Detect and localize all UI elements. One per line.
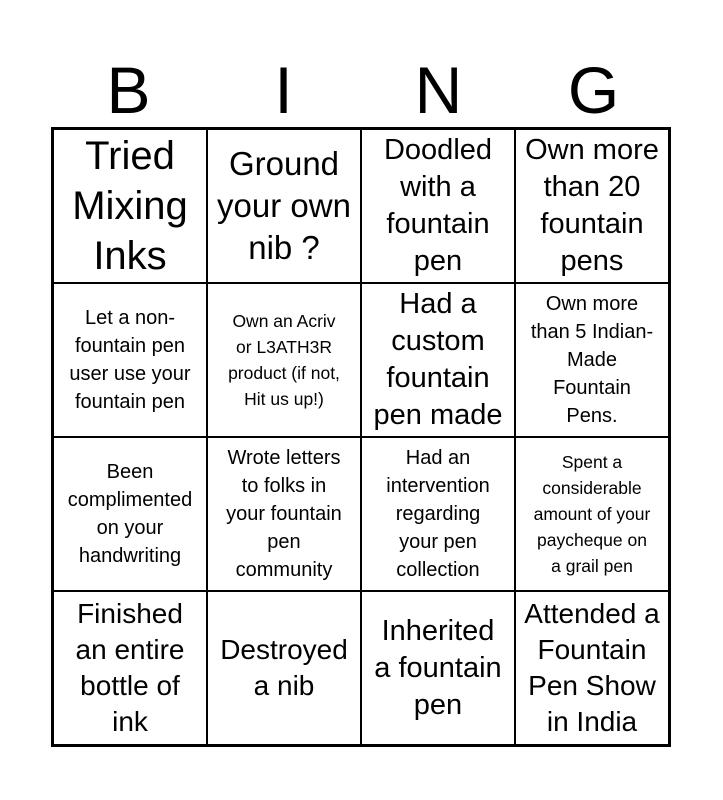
cell-text: Spent a considerable amount of your paycheque on a grail pen bbox=[533, 452, 651, 576]
bingo-cell-r2c2[interactable] bbox=[207, 283, 361, 437]
cell-text: Been complimented on your handwriting bbox=[67, 461, 193, 567]
header-letter-b: B bbox=[106, 53, 151, 127]
cell-text: Attended a Fountain Pen Show in India bbox=[524, 598, 660, 737]
bingo-cell-r3c1[interactable] bbox=[53, 437, 207, 591]
cell-text: Inherited a fountain pen bbox=[374, 614, 502, 721]
cell-text: Doodled with a fountain pen bbox=[383, 134, 493, 277]
cell-text: Destroyed a nib bbox=[220, 634, 348, 701]
bingo-cell-r4c1[interactable] bbox=[53, 591, 207, 745]
cell-text: Ground your own nib ? bbox=[217, 145, 351, 266]
bingo-cell-r4c3[interactable] bbox=[361, 591, 515, 745]
cell-text: Own an Acriv or L3ATH3R product (if not, Hit us up!) bbox=[228, 311, 340, 409]
bingo-grid bbox=[51, 127, 671, 747]
bingo-cell-r3c2[interactable] bbox=[207, 437, 361, 591]
cell-text: Own more than 20 fountain pens bbox=[525, 134, 659, 277]
cell-text: Finished an entire bottle of ink bbox=[75, 598, 185, 737]
bingo-header bbox=[51, 40, 671, 128]
header-letter-n: N bbox=[414, 53, 463, 127]
cell-text: Had a custom fountain pen made bbox=[373, 288, 503, 431]
bingo-cell-r1c4[interactable] bbox=[515, 129, 669, 283]
bingo-cell-r2c1[interactable] bbox=[53, 283, 207, 437]
header-letter-g: G bbox=[567, 53, 620, 127]
cell-text: Had an intervention regarding your pen collection bbox=[386, 447, 490, 581]
bingo-cell-r3c3[interactable] bbox=[361, 437, 515, 591]
bingo-cell-r2c3[interactable] bbox=[361, 283, 515, 437]
header-letter-i: I bbox=[274, 53, 293, 127]
bingo-cell-r4c2[interactable] bbox=[207, 591, 361, 745]
bingo-cell-r1c2[interactable] bbox=[207, 129, 361, 283]
bingo-cell-r1c3[interactable] bbox=[361, 129, 515, 283]
cell-text: Wrote letters to folks in your fountain pen community bbox=[226, 447, 342, 581]
cell-text: Tried Mixing Inks bbox=[72, 134, 188, 278]
bingo-cell-r4c4[interactable] bbox=[515, 591, 669, 745]
bingo-cell-r2c4[interactable] bbox=[515, 283, 669, 437]
bingo-cell-r1c1[interactable] bbox=[53, 129, 207, 283]
cell-text: Own more than 5 Indian- Made Fountain Pens. bbox=[530, 293, 654, 427]
cell-text: Let a non- fountain pen user use your fountain pen bbox=[69, 307, 191, 413]
bingo-cell-r3c4[interactable] bbox=[515, 437, 669, 591]
